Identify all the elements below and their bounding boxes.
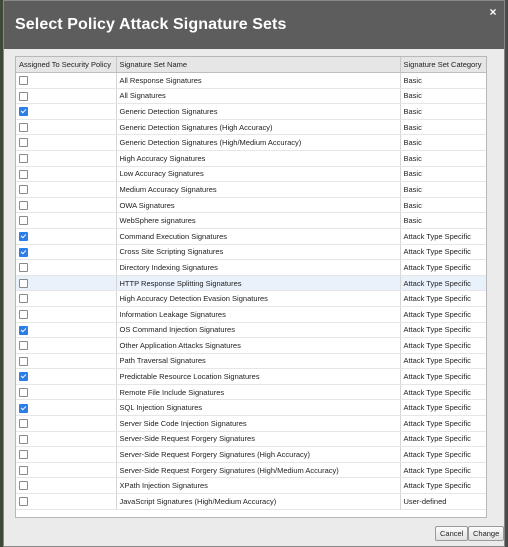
column-header-category[interactable]: Signature Set Category: [400, 57, 487, 73]
table-row[interactable]: [16, 447, 487, 463]
checkbox-unchecked[interactable]: [19, 138, 28, 147]
signature-set-category: Attack Type Specific: [400, 353, 487, 369]
signature-set-category: Basic: [400, 197, 487, 213]
signature-set-category: Attack Type Specific: [400, 478, 487, 494]
checkbox-unchecked[interactable]: [19, 357, 28, 366]
signature-set-name: WebSphere signatures: [116, 213, 400, 229]
signature-set-name: Server-Side Request Forgery Signatures: [116, 431, 400, 447]
checkbox-unchecked[interactable]: [19, 170, 28, 179]
checkbox-checked[interactable]: [19, 404, 28, 413]
assigned-cell: [16, 384, 116, 400]
signature-set-category: Basic: [400, 150, 487, 166]
signature-set-category: Basic: [400, 88, 487, 104]
assigned-cell: [16, 462, 116, 478]
checkbox-unchecked[interactable]: [19, 263, 28, 272]
assigned-cell: [16, 322, 116, 338]
assigned-cell: [16, 494, 116, 510]
signature-set-name: Directory Indexing Signatures: [116, 260, 400, 276]
cancel-button[interactable]: Cancel: [435, 526, 468, 541]
dialog-titlebar: [4, 1, 504, 49]
signature-set-name: Server Side Code Injection Signatures: [116, 416, 400, 432]
signature-set-category: Basic: [400, 213, 487, 229]
checkbox-unchecked[interactable]: [19, 92, 28, 101]
assigned-cell: [16, 306, 116, 322]
assigned-cell: [16, 416, 116, 432]
checkbox-unchecked[interactable]: [19, 481, 28, 490]
assigned-cell: [16, 260, 116, 276]
checkbox-checked[interactable]: [19, 232, 28, 241]
signature-set-category: Attack Type Specific: [400, 322, 487, 338]
signature-set-category: Attack Type Specific: [400, 244, 487, 260]
table-row[interactable]: [16, 400, 487, 416]
table-row[interactable]: [16, 182, 487, 198]
table-row[interactable]: [16, 228, 487, 244]
table-row[interactable]: [16, 338, 487, 354]
checkbox-checked[interactable]: [19, 372, 28, 381]
signature-set-category: Basic: [400, 166, 487, 182]
table-row[interactable]: [16, 431, 487, 447]
table-row[interactable]: [16, 135, 487, 151]
signature-set-name: Generic Detection Signatures: [116, 104, 400, 120]
signature-set-name: HTTP Response Splitting Signatures: [116, 275, 400, 291]
table-row[interactable]: [16, 416, 487, 432]
table-row[interactable]: [16, 369, 487, 385]
signature-set-name: Predictable Resource Location Signatures: [116, 369, 400, 385]
column-header-assigned[interactable]: Assigned To Security Policy: [16, 57, 116, 73]
checkbox-unchecked[interactable]: [19, 216, 28, 225]
signature-set-category: Attack Type Specific: [400, 338, 487, 354]
signature-set-name: Generic Detection Signatures (High/Medium Accuracy): [116, 135, 400, 151]
signature-set-category: Attack Type Specific: [400, 400, 487, 416]
assigned-cell: [16, 275, 116, 291]
assigned-cell: [16, 197, 116, 213]
signature-set-category: User-defined: [400, 494, 487, 510]
assigned-cell: [16, 73, 116, 89]
signature-set-name: All Signatures: [116, 88, 400, 104]
table-row[interactable]: [16, 353, 487, 369]
table-row[interactable]: [16, 88, 487, 104]
signature-set-name: Medium Accuracy Signatures: [116, 182, 400, 198]
assigned-cell: [16, 400, 116, 416]
checkbox-unchecked[interactable]: [19, 154, 28, 163]
signature-set-category: Attack Type Specific: [400, 431, 487, 447]
table-row[interactable]: [16, 244, 487, 260]
change-button[interactable]: Change: [468, 526, 504, 541]
signature-set-name: Cross Site Scripting Signatures: [116, 244, 400, 260]
signature-set-name: High Accuracy Detection Evasion Signatures: [116, 291, 400, 307]
signature-set-category: Attack Type Specific: [400, 384, 487, 400]
checkbox-checked[interactable]: [19, 248, 28, 257]
close-icon[interactable]: ×: [489, 5, 497, 19]
table-row[interactable]: [16, 213, 487, 229]
table-row[interactable]: [16, 478, 487, 494]
checkbox-unchecked[interactable]: [19, 388, 28, 397]
table-row[interactable]: [16, 275, 487, 291]
select-signature-sets-dialog: [3, 0, 505, 547]
signature-set-category: Attack Type Specific: [400, 369, 487, 385]
signature-set-name: Low Accuracy Signatures: [116, 166, 400, 182]
assigned-cell: [16, 150, 116, 166]
checkbox-unchecked[interactable]: [19, 279, 28, 288]
signature-set-category: Attack Type Specific: [400, 416, 487, 432]
signature-sets-table-container: [15, 56, 487, 518]
assigned-cell: [16, 244, 116, 260]
signature-set-name: Generic Detection Signatures (High Accuracy): [116, 119, 400, 135]
signature-set-name: SQL Injection Signatures: [116, 400, 400, 416]
signature-set-name: Path Traversal Signatures: [116, 353, 400, 369]
table-header-row: [16, 57, 487, 73]
table-row[interactable]: [16, 322, 487, 338]
signature-set-category: Basic: [400, 135, 487, 151]
table-row[interactable]: [16, 384, 487, 400]
signature-set-category: Basic: [400, 119, 487, 135]
assigned-cell: [16, 135, 116, 151]
signature-set-name: Command Execution Signatures: [116, 228, 400, 244]
assigned-cell: [16, 431, 116, 447]
signature-set-category: Basic: [400, 104, 487, 120]
table-body: [16, 73, 487, 510]
table-row[interactable]: [16, 291, 487, 307]
checkbox-checked[interactable]: [19, 326, 28, 335]
table-row[interactable]: [16, 306, 487, 322]
checkbox-unchecked[interactable]: [19, 76, 28, 85]
assigned-cell: [16, 353, 116, 369]
signature-set-category: Attack Type Specific: [400, 462, 487, 478]
assigned-cell: [16, 369, 116, 385]
table-row[interactable]: [16, 150, 487, 166]
signature-set-category: Attack Type Specific: [400, 260, 487, 276]
signature-set-name: Information Leakage Signatures: [116, 306, 400, 322]
signature-sets-table: [16, 57, 487, 510]
table-row[interactable]: [16, 197, 487, 213]
signature-set-category: Attack Type Specific: [400, 306, 487, 322]
signature-set-name: All Response Signatures: [116, 73, 400, 89]
dialog-title: Select Policy Attack Signature Sets: [15, 16, 287, 33]
signature-set-name: Other Application Attacks Signatures: [116, 338, 400, 354]
checkbox-unchecked[interactable]: [19, 466, 28, 475]
column-header-name[interactable]: Signature Set Name: [116, 57, 400, 73]
checkbox-unchecked[interactable]: [19, 185, 28, 194]
signature-set-name: Server-Side Request Forgery Signatures (High Accuracy): [116, 447, 400, 463]
signature-set-category: Basic: [400, 182, 487, 198]
assigned-cell: [16, 213, 116, 229]
assigned-cell: [16, 447, 116, 463]
signature-set-category: Basic: [400, 73, 487, 89]
table-row[interactable]: [16, 260, 487, 276]
assigned-cell: [16, 166, 116, 182]
checkbox-unchecked[interactable]: [19, 435, 28, 444]
signature-set-name: OS Command Injection Signatures: [116, 322, 400, 338]
checkbox-unchecked[interactable]: [19, 201, 28, 210]
signature-set-name: XPath Injection Signatures: [116, 478, 400, 494]
signature-set-category: Attack Type Specific: [400, 228, 487, 244]
assigned-cell: [16, 88, 116, 104]
checkbox-checked[interactable]: [19, 107, 28, 116]
checkbox-unchecked[interactable]: [19, 450, 28, 459]
table-row[interactable]: [16, 119, 487, 135]
signature-set-name: High Accuracy Signatures: [116, 150, 400, 166]
table-row[interactable]: [16, 104, 487, 120]
assigned-cell: [16, 338, 116, 354]
table-row[interactable]: [16, 462, 487, 478]
checkbox-unchecked[interactable]: [19, 123, 28, 132]
signature-set-name: Server-Side Request Forgery Signatures (High/Medium Accuracy): [116, 462, 400, 478]
checkbox-unchecked[interactable]: [19, 497, 28, 506]
table-row[interactable]: [16, 166, 487, 182]
signature-set-name: Remote File Include Signatures: [116, 384, 400, 400]
table-row[interactable]: [16, 494, 487, 510]
assigned-cell: [16, 228, 116, 244]
checkbox-unchecked[interactable]: [19, 341, 28, 350]
signature-set-name: JavaScript Signatures (High/Medium Accuracy): [116, 494, 400, 510]
table-row[interactable]: [16, 73, 487, 89]
assigned-cell: [16, 291, 116, 307]
signature-set-name: OWA Signatures: [116, 197, 400, 213]
checkbox-unchecked[interactable]: [19, 310, 28, 319]
assigned-cell: [16, 104, 116, 120]
assigned-cell: [16, 119, 116, 135]
signature-set-category: Attack Type Specific: [400, 291, 487, 307]
signature-set-category: Attack Type Specific: [400, 275, 487, 291]
assigned-cell: [16, 182, 116, 198]
checkbox-unchecked[interactable]: [19, 294, 28, 303]
signature-set-category: Attack Type Specific: [400, 447, 487, 463]
assigned-cell: [16, 478, 116, 494]
checkbox-unchecked[interactable]: [19, 419, 28, 428]
